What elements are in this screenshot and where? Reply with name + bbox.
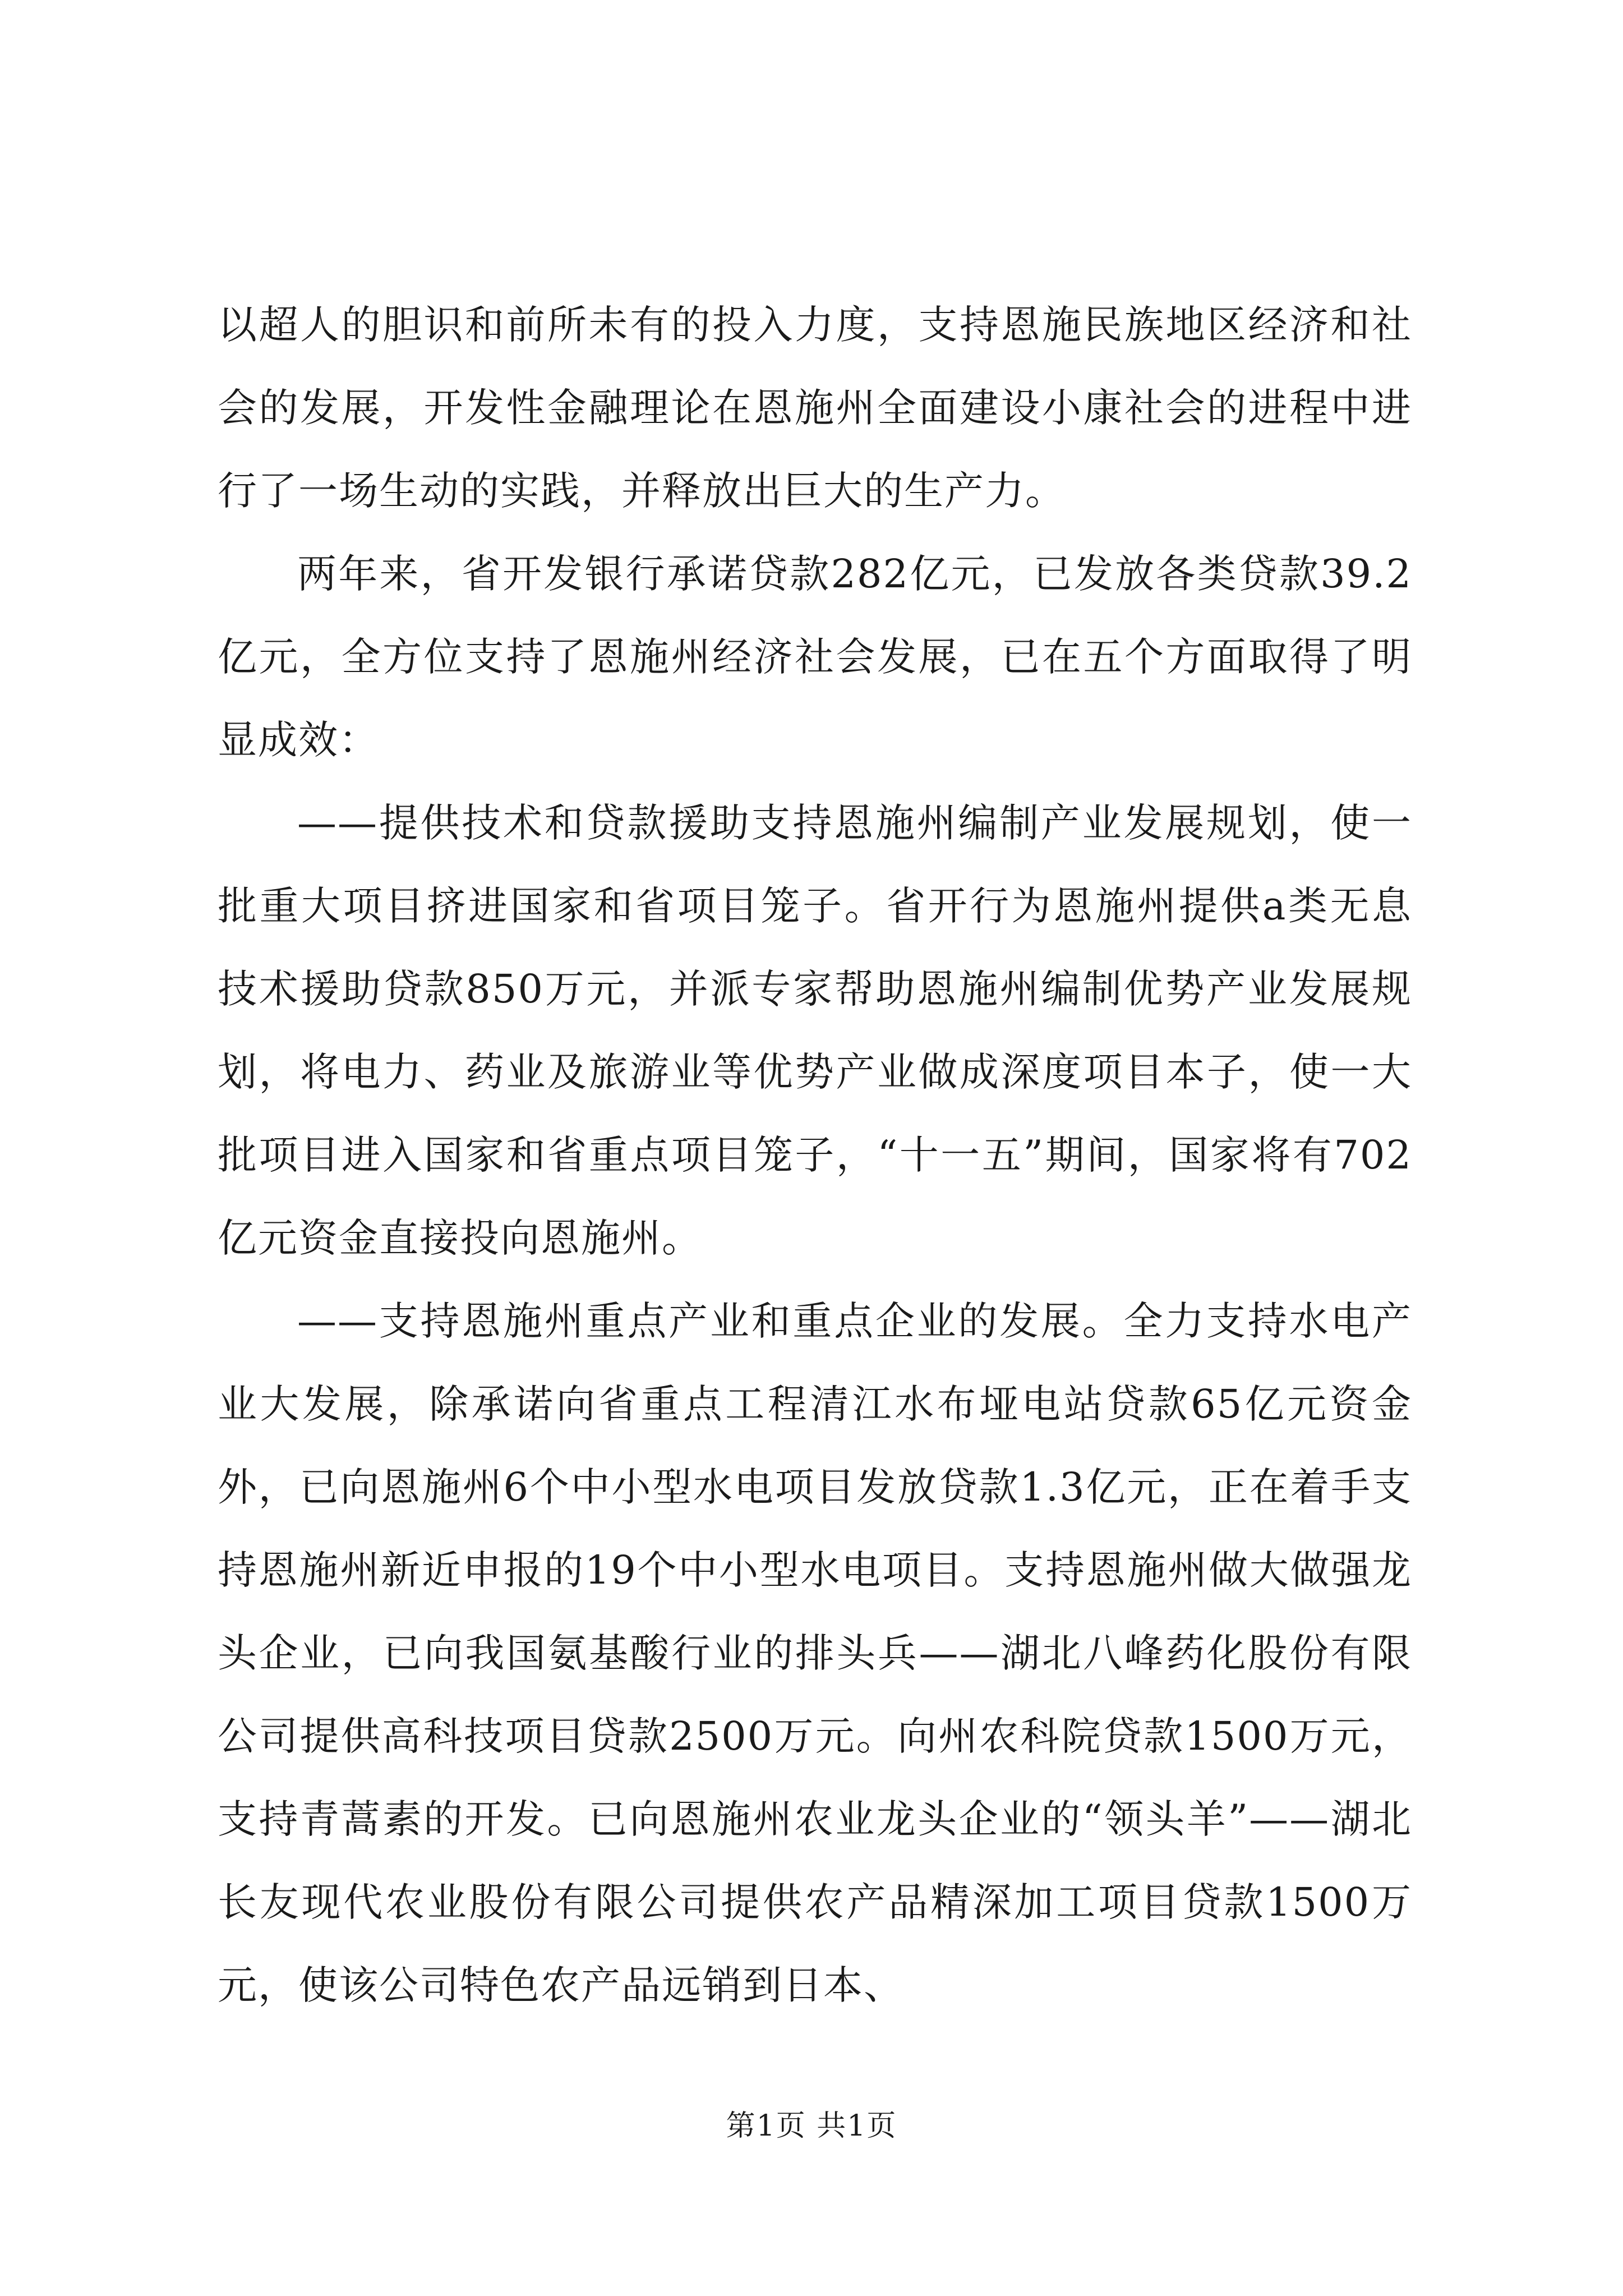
paragraph-3: ——提供技术和贷款援助支持恩施州编制产业发展规划，使一批重大项目挤进国家和省项目笼子。省开行为恩施州提供a类无息技术援助贷款850万元，并派专家帮助恩施州编制优势产业发展规划，将电力、药业及旅游业等优势产业做成深度项目本子，使一大批项目进入国家和省重点项目笼子，“十一五”期间，国家将有702亿元资金直接投向恩施州。 [218, 800, 1412, 1261]
paragraph-1: 以超人的胆识和前所未有的投入力度，支持恩施民族地区经济和社会的发展，开发性金融理论在恩施州全面建设小康社会的进程中进行了一场生动的实践，并释放出巨大的生产力。 [218, 302, 1412, 514]
paragraph-2: 两年来，省开发银行承诺贷款282亿元，已发放各类贷款39.2亿元，全方位支持了恩施州经济社会发展，已在五个方面取得了明显成效： [218, 551, 1412, 763]
document-body [218, 283, 1412, 2027]
paragraph-4: ——支持恩施州重点产业和重点企业的发展。全力支持水电产业大发展，除承诺向省重点工程清江水布垭电站贷款65亿元资金外，已向恩施州6个中小型水电项目发放贷款1.3亿元，正在着手支持恩施州新近申报的19个中小型水电项目。支持恩施州做大做强龙头企业，已向我国氨基酸行业的排头兵——湖北八峰药化股份有限公司提供高科技项目贷款2500万元。向州农科院贷款1500万元，支持青蒿素的开发。已向恩施州农业龙头企业的“领头羊”——湖北长友现代农业股份有限公司提供农产品精深加工项目贷款1500万元，使该公司特色农产品远销到日本、 [218, 1298, 1412, 2008]
page-footer: 第1页 共1页 [726, 2109, 897, 2143]
